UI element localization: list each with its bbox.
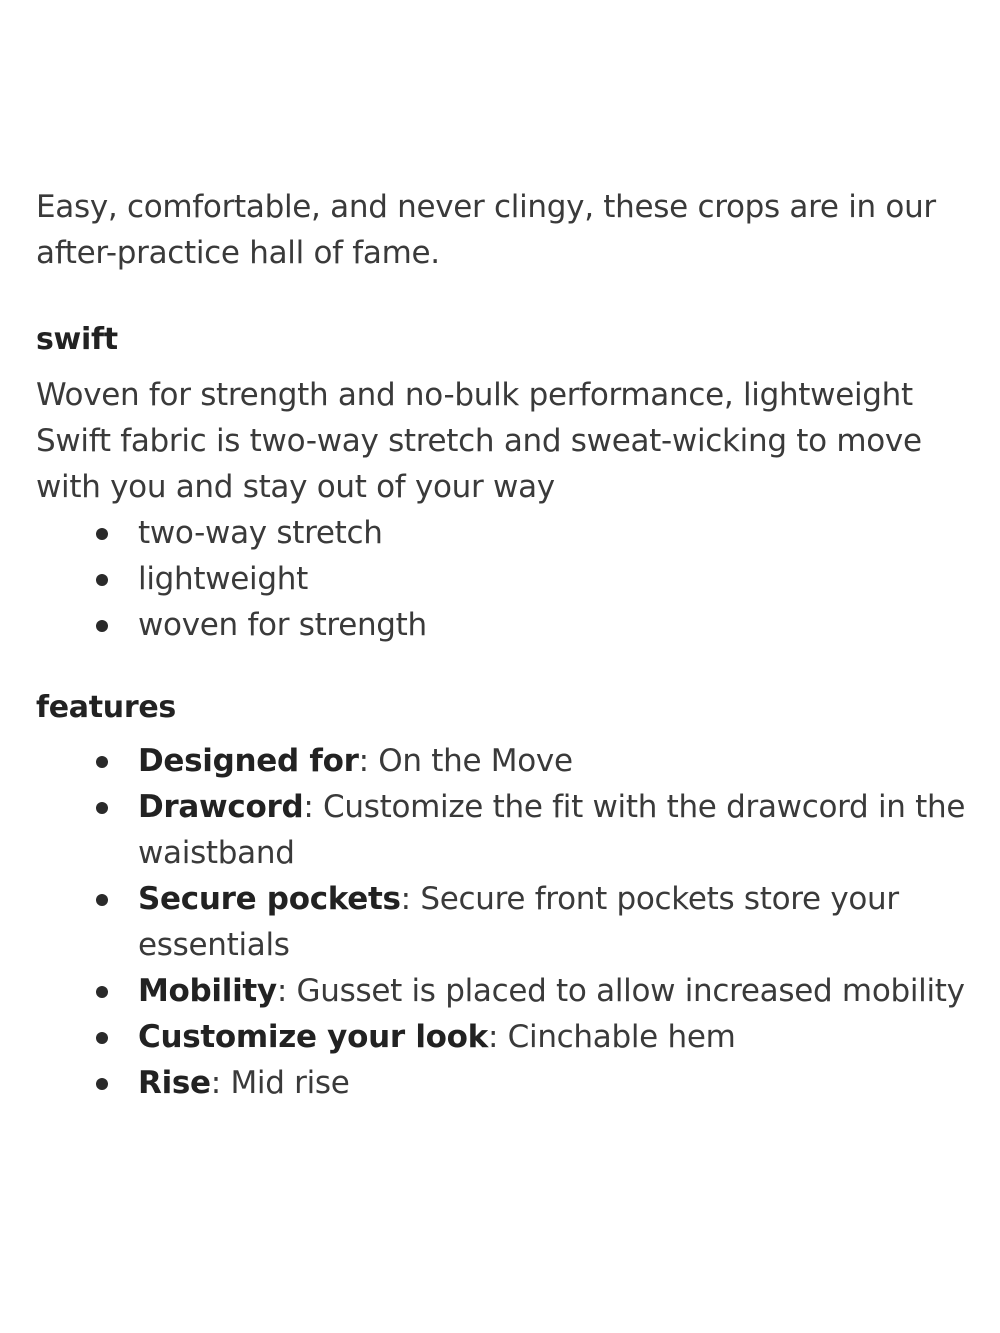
feature-name: Secure pockets	[138, 881, 401, 917]
feature-value: Customize the fit with the drawcord in the waistband	[138, 789, 966, 871]
feature-item	[138, 1014, 966, 1060]
list-item	[138, 510, 966, 556]
feature-separator: :	[487, 1019, 508, 1055]
bullet-icon	[96, 574, 108, 586]
feature-value: Mid rise	[230, 1065, 350, 1101]
feature-separator: :	[358, 743, 379, 779]
bullet-icon	[96, 620, 108, 632]
feature-value: On the Move	[378, 743, 573, 779]
feature-separator: :	[303, 789, 324, 825]
bullet-icon	[96, 802, 108, 814]
feature-separator: :	[210, 1065, 231, 1101]
feature-name: Drawcord	[138, 789, 304, 825]
swift-description: Woven for strength and no-bulk performance, lightweight Swift fabric is two-way stretch and sweat-wicking to move with you and stay out of your way	[36, 377, 922, 505]
bullet-icon	[96, 894, 108, 906]
feature-item	[138, 876, 966, 968]
feature-item	[138, 968, 966, 1014]
feature-name: Designed for	[138, 743, 359, 779]
feature-item	[138, 784, 966, 876]
feature-name: Mobility	[138, 973, 277, 1009]
list-item	[138, 556, 966, 602]
product-description	[36, 184, 966, 1106]
features-list	[36, 738, 966, 1106]
bullet-icon	[96, 1078, 108, 1090]
feature-value: Gusset is placed to allow increased mobility	[296, 973, 965, 1009]
feature-item	[138, 738, 966, 784]
bullet-icon	[96, 1032, 108, 1044]
list-item-text: lightweight	[138, 561, 308, 597]
feature-separator: :	[400, 881, 421, 917]
feature-separator: :	[276, 973, 297, 1009]
bullet-icon	[96, 756, 108, 768]
feature-value: Secure front pockets store your essentials	[138, 881, 899, 963]
bullet-icon	[96, 986, 108, 998]
feature-value: Cinchable hem	[507, 1019, 736, 1055]
feature-name: Rise	[138, 1065, 211, 1101]
features-heading: features	[36, 690, 176, 725]
feature-item	[138, 1060, 966, 1106]
list-item	[138, 602, 966, 648]
swift-bullet-list	[36, 510, 966, 648]
list-item-text: two-way stretch	[138, 515, 383, 551]
intro-text: Easy, comfortable, and never clingy, these crops are in our after-practice hall of fame.	[36, 189, 936, 271]
list-item-text: woven for strength	[138, 607, 427, 643]
swift-heading: swift	[36, 322, 118, 357]
feature-name: Customize your look	[138, 1019, 488, 1055]
bullet-icon	[96, 528, 108, 540]
